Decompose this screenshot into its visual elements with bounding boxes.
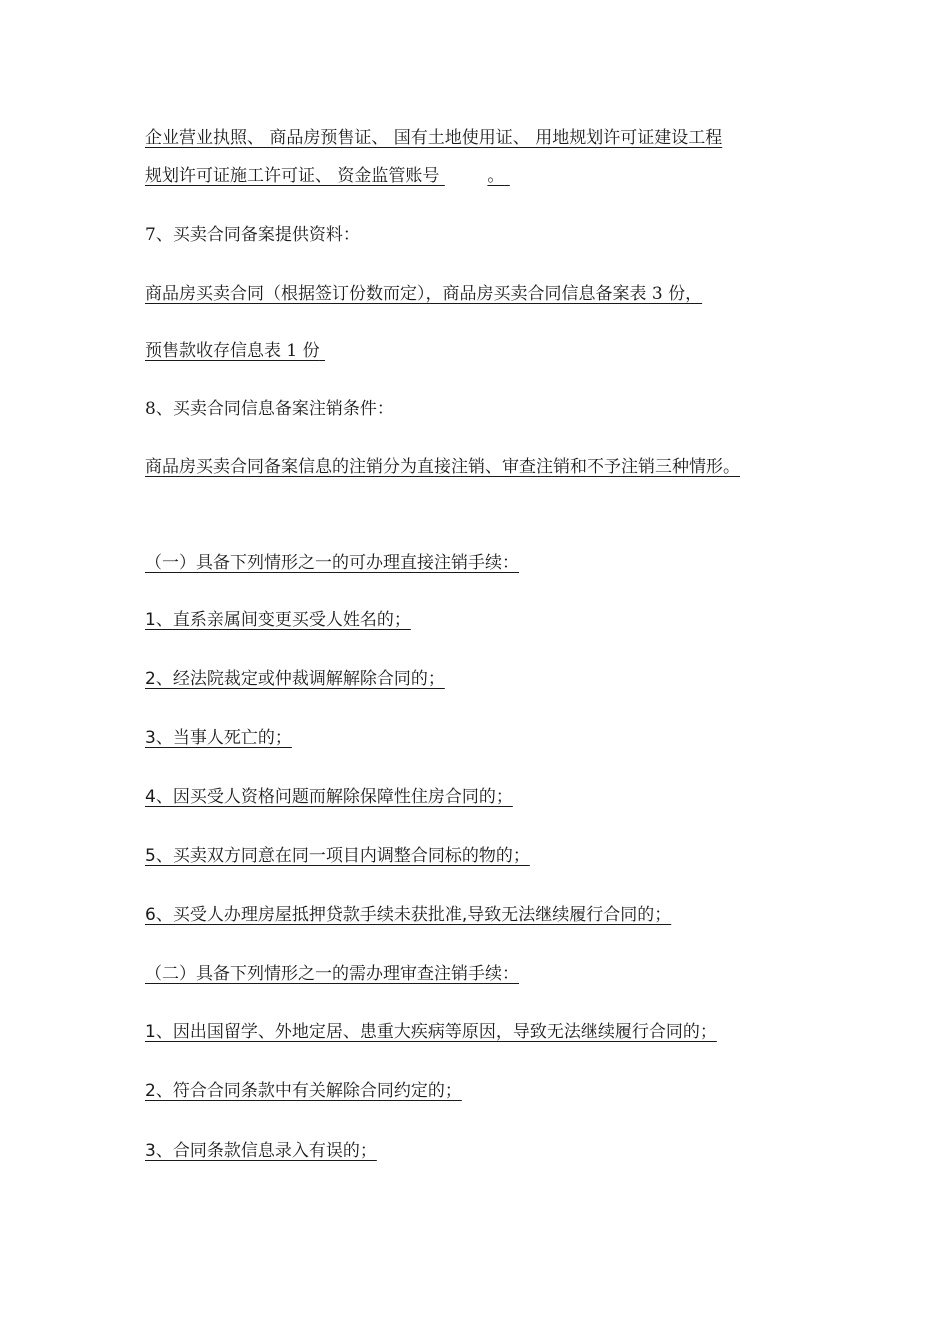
section-1-item: 3、当事人死亡的；	[145, 728, 292, 748]
heading-7: 7、买卖合同备案提供资料：	[145, 225, 360, 245]
section-1-title: （一）具备下列情形之一的可办理直接注销手续：	[145, 553, 519, 573]
license-line-2	[145, 165, 518, 187]
heading-8: 8、买卖合同信息备案注销条件：	[145, 399, 394, 419]
materials-line-2	[145, 340, 750, 362]
blank-fill-end	[504, 165, 518, 187]
section-2-item: 2、符合合同条款中有关解除合同约定的；	[145, 1081, 462, 1101]
cancel-intro: 商品房买卖合同备案信息的注销分为直接注销、审查注销和不予注销三种情形。	[145, 457, 740, 477]
section-1-item: 2、经法院裁定或仲裁调解解除合同的；	[145, 669, 445, 689]
license-line-2-text: 规划许可证施工许可证、 资金监管账号	[145, 166, 440, 186]
section-1-item: 5、买卖双方同意在同一项目内调整合同标的物的；	[145, 846, 530, 866]
section-1-item: 4、因买受人资格问题而解除保障性住房合同的；	[145, 787, 513, 807]
section-2-item: 1、因出国留学、外地定居、患重大疾病等原因，导致无法继续履行合同的；	[145, 1022, 717, 1042]
section-1-item: 6、买受人办理房屋抵押贷款手续未获批准,导致无法继续履行合同的；	[145, 905, 672, 925]
blank-fill	[439, 165, 487, 187]
section-2-title: （二）具备下列情形之一的需办理审查注销手续：	[145, 964, 519, 984]
license-line-2-end: 。	[487, 166, 505, 186]
section-2-item: 3、合同条款信息录入有误的；	[145, 1141, 377, 1161]
section-1-item: 1、直系亲属间变更买受人姓名的；	[145, 610, 411, 630]
license-line-1: 企业营业执照、 商品房预售证、 国有土地使用证、 用地规划许可证建设工程	[145, 128, 723, 148]
materials-line-2-text: 预售款收存信息表 1 份	[145, 341, 320, 361]
blank-fill-long	[320, 340, 750, 362]
materials-line-1: 商品房买卖合同（根据签订份数而定），商品房买卖合同信息备案表 3 份，	[145, 284, 703, 304]
